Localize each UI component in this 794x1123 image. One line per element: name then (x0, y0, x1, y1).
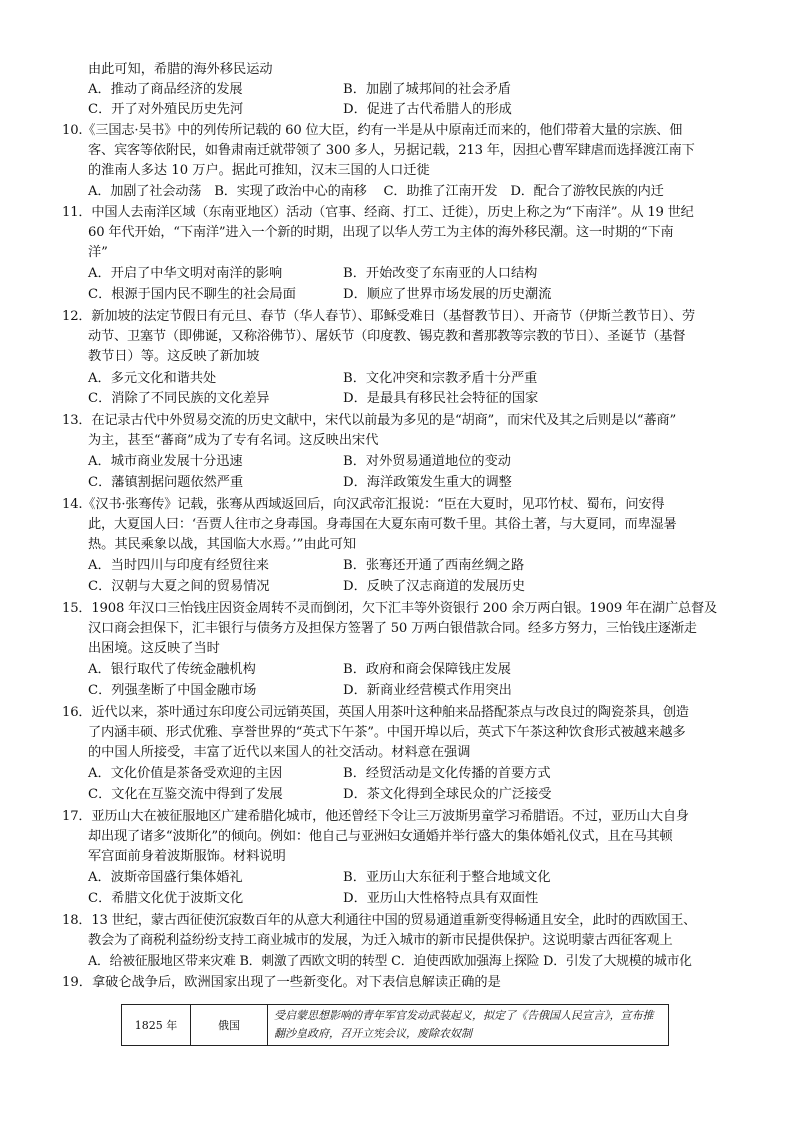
q15-option-b[interactable]: B．政府和商会保障钱庄发展 (343, 662, 511, 677)
q12-stem-line3: 教节日）等。这反映了新加坡 (88, 349, 260, 364)
q13-option-b[interactable]: B．对外贸易通道地位的变动 (343, 454, 511, 469)
q17-stem-line2: 却出现了诸多“波斯化”的倾向。例如：他自己与亚洲妇女通婚并举行盛大的集体婚礼仪式，且在马其顿 (88, 829, 673, 844)
q17-option-a[interactable]: A．波斯帝国盛行集体婚礼 (88, 870, 243, 885)
q12-option-d[interactable]: D．是最具有移民社会特征的国家 (343, 391, 539, 406)
q19-stem-line1: 19．拿破仑战争后，欧洲国家出现了一些新变化。对下表信息解读正确的是 (62, 975, 501, 990)
q12-option-c[interactable]: C．消除了不同民族的文化差异 (88, 391, 270, 406)
q17-option-d[interactable]: D．亚历山大性格特点具有双面性 (343, 891, 539, 906)
q10-stem-line2: 客、宾客等依附民，如鲁肃南迁就带领了 300 多人，另据记载，213 年，因担心曹军肆虐而选择渡江南下 (88, 143, 695, 158)
q10-stem-line1: 10.《三国志·吴书》中的列传所记载的 60 位大臣，约有一半是从中原南迁而来的，他们带着大量的宗族、佃 (62, 123, 683, 138)
q15-option-a[interactable]: A．银行取代了传统金融机构 (88, 662, 256, 677)
q17-option-b[interactable]: B．亚历山大东征利于整合地域文化 (343, 870, 551, 885)
q9-option-d[interactable]: D．促进了古代希腊人的形成 (343, 102, 512, 117)
q18-stem-line2: 教会为了商税利益纷纷支持工商业城市的发展，为迁入城市的新市民提供保护。这说明蒙古西征客观上 (88, 933, 673, 948)
q17-option-c[interactable]: C．希腊文化优于波斯文化 (88, 891, 244, 906)
q9-option-a[interactable]: A．推动了商品经济的发展 (88, 82, 243, 97)
q14-stem-line3: 热。其民乘象以战，其国临大水焉。’”由此可知 (88, 537, 357, 552)
q13-stem-line1: 13．在记录古代中外贸易交流的历史文献中，宋代以前最为多见的是“胡商”，而宋代及其之后则是以“蕃商” (62, 413, 676, 428)
q11-stem-line2: 60 年代开始，“下南洋”进入一个新的时期，出现了以华人劳工为主体的海外移民潮。这一时期的“下南 (88, 225, 674, 240)
q14-stem-line2: 此，大夏国人曰：‘吾贾人往市之身毒国。身毒国在大夏东南可数千里。其俗土著，与大夏同，而卑湿暑 (88, 517, 677, 532)
q15-stem-line2: 汉口商会担保下，汇丰银行与债务方及担保方签署了 50 万两白银借款合同。经多方努力，三怡钱庄逐渐走 (88, 621, 697, 636)
q14-option-b[interactable]: B．张骞还开通了西南丝绸之路 (343, 558, 525, 573)
q15-option-c[interactable]: C．列强垄断了中国金融市场 (88, 683, 257, 698)
q12-stem-line1: 12．新加坡的法定节假日有元旦、春节（华人春节）、耶稣受难日（基督教节日）、开斋节（伊斯兰教节日）、劳 (62, 309, 695, 324)
q15-stem-line3: 出困境。这反映了当时 (88, 641, 220, 656)
q16-option-d[interactable]: D．茶文化得到全球民众的广泛接受 (343, 787, 552, 802)
q16-stem-line1: 16．近代以来，茶叶通过东印度公司远销英国，英国人用茶叶这种舶来品搭配茶点与改良过的陶瓷茶具，创造 (62, 705, 689, 720)
q16-option-a[interactable]: A．文化价值是茶备受欢迎的主因 (88, 766, 283, 781)
q14-option-a[interactable]: A．当时四川与印度有经贸往来 (88, 558, 269, 573)
q10-options[interactable]: A．加剧了社会动荡 B．实现了政治中心的南移 C．助推了江南开发 D．配合了游牧民族的内迁 (88, 184, 664, 199)
q11-option-c[interactable]: C．根源于国内民不聊生的社会局面 (88, 287, 296, 302)
q13-stem-line2: 为主，甚至“蕃商”成为了专有名词。这反映出宋代 (88, 433, 379, 448)
q11-option-b[interactable]: B．开始改变了东南亚的人口结构 (343, 266, 538, 281)
q16-option-c[interactable]: C．文化在互鉴交流中得到了发展 (88, 787, 283, 802)
q18-stem-line1: 18．13 世纪，蒙古西征使沉寂数百年的从意大利通往中国的贸易通道重新变得畅通且安全，此时的西欧国王、 (62, 913, 697, 928)
q19-info-table (121, 1004, 669, 1046)
q10-stem-line3: 的淮南人多达 10 万户。据此可推知，汉末三国的人口迁徙 (88, 163, 430, 178)
q17-stem-line1: 17．亚历山大在被征服地区广建希腊化城市，他还曾经下令让三万波斯男童学习希腊语。不过，亚历山大自身 (62, 809, 689, 824)
q13-option-d[interactable]: D．海洋政策发生重大的调整 (343, 475, 512, 490)
q16-option-b[interactable]: B．经贸活动是文化传播的首要方式 (343, 766, 551, 781)
q15-option-d[interactable]: D．新商业经营模式作用突出 (343, 683, 512, 698)
q9-option-b[interactable]: B．加剧了城邦间的社会矛盾 (343, 82, 511, 97)
table-row (122, 1005, 669, 1046)
table-cell-year: 1825 年 (122, 1005, 191, 1046)
q14-option-d[interactable]: D．反映了汉志商道的发展历史 (343, 579, 526, 594)
q13-option-c[interactable]: C．藩镇割据问题依然严重 (88, 475, 244, 490)
table-cell-event: 受启蒙思想影响的青年军官发动武装起义，拟定了《告俄国人民宣言》，宣布推翻沙皇政府，召开立宪会议，废除农奴制 (268, 1005, 669, 1046)
q17-stem-line3: 军宫面前身着波斯服饰。材料说明 (88, 849, 286, 864)
q11-stem-line3: 洋” (88, 245, 108, 260)
q11-stem-line1: 11．中国人去南洋区域（东南亚地区）活动（官事、经商、打工、迁徙），历史上称之为“下南洋”。从 19 世纪 (62, 205, 694, 220)
table-cell-country: 俄国 (191, 1005, 268, 1046)
q11-option-d[interactable]: D．顺应了世界市场发展的历史潮流 (343, 287, 552, 302)
q12-option-a[interactable]: A．多元文化和谐共处 (88, 371, 217, 386)
q16-stem-line2: 了内涵丰硕、形式优雅、享誉世界的“英式下午茶”。中国开埠以后，英式下午茶这种饮食形式被越来越多 (88, 725, 686, 740)
q12-stem-line2: 动节、卫塞节（即佛诞，又称浴佛节）、屠妖节（印度教、锡克教和耆那教等宗教的节日）、圣诞节（基督 (88, 329, 686, 344)
q9-option-c[interactable]: C．开了对外殖民历史先河 (88, 102, 244, 117)
q14-option-c[interactable]: C．汉朝与大夏之间的贸易情况 (88, 579, 270, 594)
q9-stem: 由此可知，希腊的海外移民运动 (88, 62, 273, 77)
q18-options[interactable]: A．给被征服地区带来灾难 B．刺激了西欧文明的转型 C．迫使西欧加强海上探险 D．引发了大规模的城市化 (88, 954, 692, 969)
q15-stem-line1: 15．1908 年汉口三怡钱庄因资金周转不灵而倒闭，欠下汇丰等外资银行 200 余万两白银。1909 年在湖广总督及 (62, 601, 717, 616)
q11-option-a[interactable]: A．开启了中华文明对南洋的影响 (88, 266, 283, 281)
q14-stem-line1: 14.《汉书·张骞传》记载，张骞从西域返回后，向汉武帝汇报说：“臣在大夏时，见邛竹杖、蜀布，问安得 (62, 497, 665, 512)
q13-option-a[interactable]: A．城市商业发展十分迅速 (88, 454, 243, 469)
q16-stem-line3: 的中国人所接受，丰富了近代以来国人的社交活动。材料意在强调 (88, 745, 471, 760)
q12-option-b[interactable]: B．文化冲突和宗教矛盾十分严重 (343, 371, 538, 386)
